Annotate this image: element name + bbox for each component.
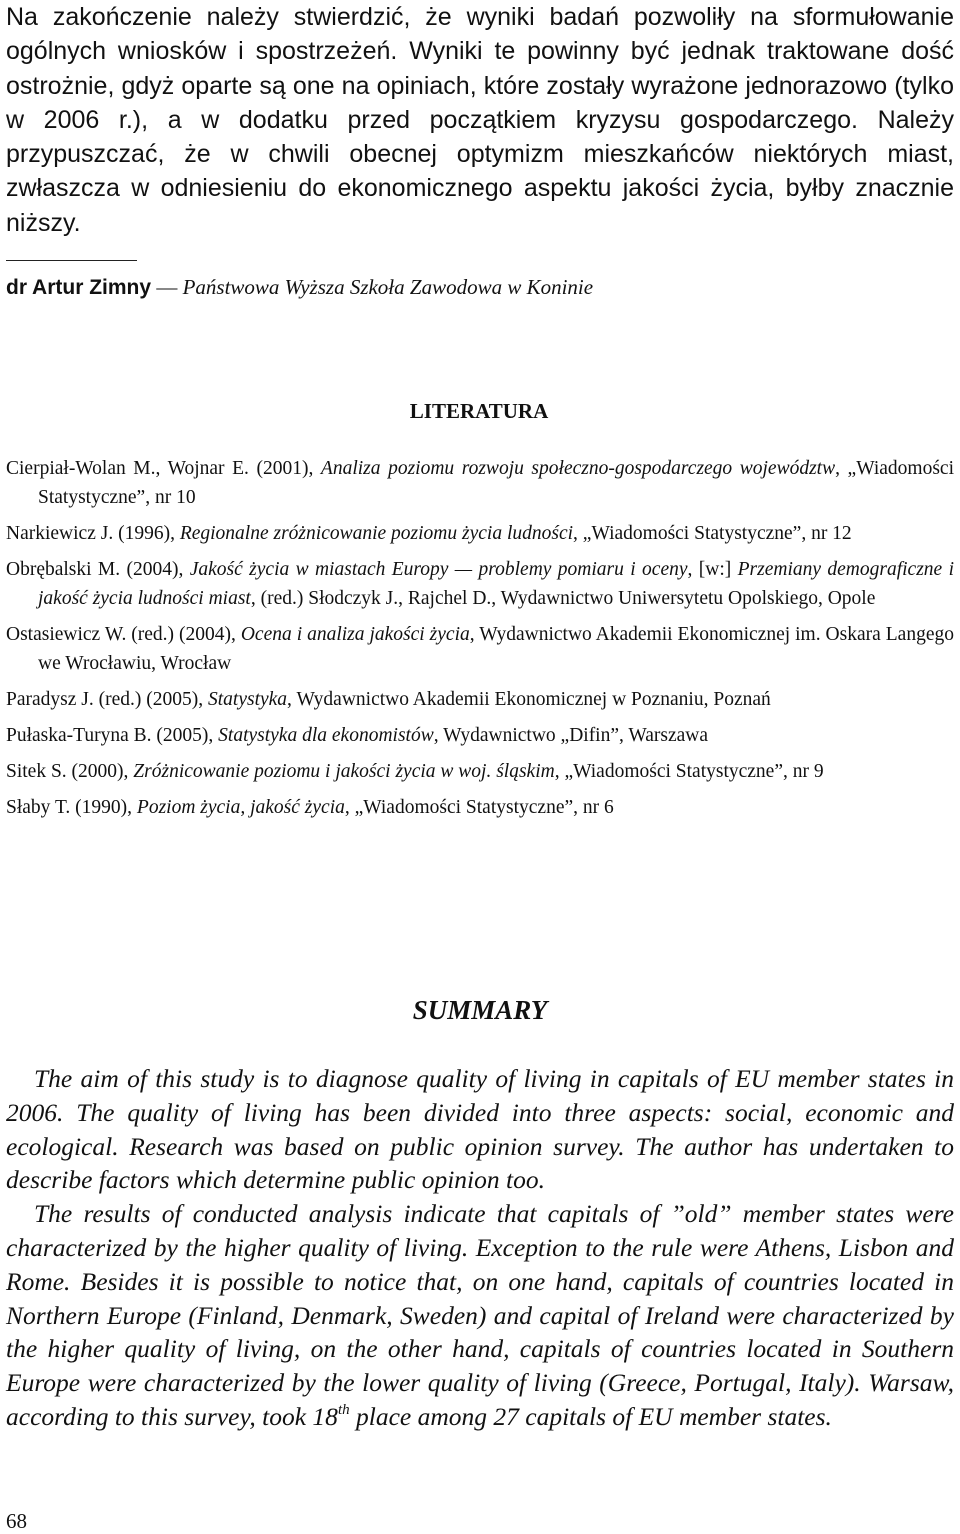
reference-item: [6, 620, 954, 678]
literature-heading: LITERATURA: [409, 399, 549, 423]
summary-body: [6, 1062, 954, 1434]
reference-item: [6, 793, 954, 822]
summary-paragraph: [6, 1197, 954, 1434]
summary-paragraph: The aim of this study is to diagnose quality of living in capitals of EU member states in 2006. The quality of living has been divided into three aspects: social, economic and ecological. Research was based on public opinion survey. The author has undertaken to describe factors which determine public opinion too.: [6, 1064, 954, 1195]
ref-source: , „Wiadomości Statystyczne”, nr 9: [554, 761, 824, 782]
ref-authors: Ostasiewicz W. (red.) (2004),: [6, 624, 241, 645]
reference-item: [6, 555, 954, 613]
ref-publisher: , (red.) Słodczyk J., Rajchel D., Wydawnictwo Uniwersytetu Opolskiego, Opole: [250, 588, 876, 609]
ref-title: Regionalne zróżnicowanie poziomu życia ludności: [179, 523, 574, 544]
ref-title: Ocena i analiza jakości życia: [240, 624, 470, 645]
reference-item: [6, 685, 954, 714]
ref-source: , Wydawnictwo „Difin”, Warszawa: [433, 725, 709, 746]
ref-source: , Wydawnictwo Akademii Ekonomicznej im. Oskara Langego we Wrocławiu, Wrocław: [38, 624, 954, 674]
author-line: [6, 272, 593, 303]
ref-title: Statystyka dla ekonomistów: [218, 725, 434, 746]
ref-title: Zróżnicowanie poziomu i jakości życia w woj. śląskim: [133, 761, 555, 782]
ref-authors: Sitek S. (2000),: [6, 761, 134, 782]
author-institution: Państwowa Wyższa Szkoła Zawodowa w Koninie: [182, 275, 594, 299]
ref-source: , „Wiadomości Statystyczne”, nr 10: [38, 458, 954, 508]
reference-item: [6, 721, 954, 750]
reference-item: [6, 757, 954, 786]
ref-authors: Słaby T. (1990),: [6, 797, 137, 818]
author-name: dr Artur Zimny: [6, 276, 152, 299]
ordinal-suffix: th: [337, 1401, 350, 1418]
reference-item: [6, 519, 954, 548]
ref-title: Poziom życia, jakość życia: [136, 797, 345, 818]
ref-authors: Obrębalski M. (2004),: [6, 559, 190, 580]
ref-source: , „Wiadomości Statystyczne”, nr 12: [573, 523, 852, 544]
ref-authors: Cierpiał-Wolan M., Wojnar E. (2001),: [6, 458, 321, 479]
ref-title: Jakość życia w miastach Europy — problemy pomiaru i oceny: [189, 559, 688, 580]
ref-title: Statystyka: [207, 689, 288, 710]
ref-authors: Paradysz J. (red.) (2005),: [6, 689, 208, 710]
reference-list: [6, 454, 954, 829]
ref-title: Analiza poziomu rozwoju społeczno-gospodarczego województw: [320, 458, 836, 479]
ref-source: , [w:]: [687, 559, 738, 580]
summary-heading: SUMMARY: [412, 995, 548, 1025]
footnote-divider: [6, 260, 137, 261]
summary-text: The results of conducted analysis indicate that capitals of ”old” member states were characterized by the higher quality of living. Exception to the rule were Athens, Lisbon and Rome. Besides it is possible to notice that, on one hand, capitals of countries located in Northern Europe (Finland, Denmark, Sweden) and capital of Ireland were characterized by the higher quality of living, on the other hand, capitals of countries located in Southern Europe were characterized by the lower quality of living (Greece, Portugal, Italy). Warsaw, according to this survey, took 18: [6, 1199, 954, 1431]
ref-source: , Wydawnictwo Akademii Ekonomicznej w Poznaniu, Poznań: [287, 689, 771, 710]
ref-authors: Narkiewicz J. (1996),: [6, 523, 180, 544]
author-dash: —: [151, 275, 183, 299]
reference-item: [6, 454, 954, 512]
summary-text: place among 27 capitals of EU member states.: [349, 1401, 832, 1431]
intro-paragraph: Na zakończenie należy stwierdzić, że wyniki badań pozwoliły na sformułowanie ogólnych wniosków i spostrzeżeń. Wyniki te powinny być jednak traktowane dość ostrożnie, gdyż oparte są one na opiniach, które zostały wyrażone jednorazowo (tylko w 2006 r.), a w dodatku przed początkiem kryzysu gospodarczego. Należy przypuszczać, że w chwili obecnej optymizm mieszkańców niektórych miast, zwłaszcza w odniesieniu do ekonomicznego aspektu jakości życia, byłby znacznie niższy.: [6, 3, 954, 237]
ref-authors: Pułaska-Turyna B. (2005),: [6, 725, 219, 746]
ref-book-title: Przemiany demograficzne i jakość życia ludności miast: [38, 559, 954, 609]
ref-source: , „Wiadomości Statystyczne”, nr 6: [344, 797, 614, 818]
page-number: 68: [6, 1509, 27, 1533]
